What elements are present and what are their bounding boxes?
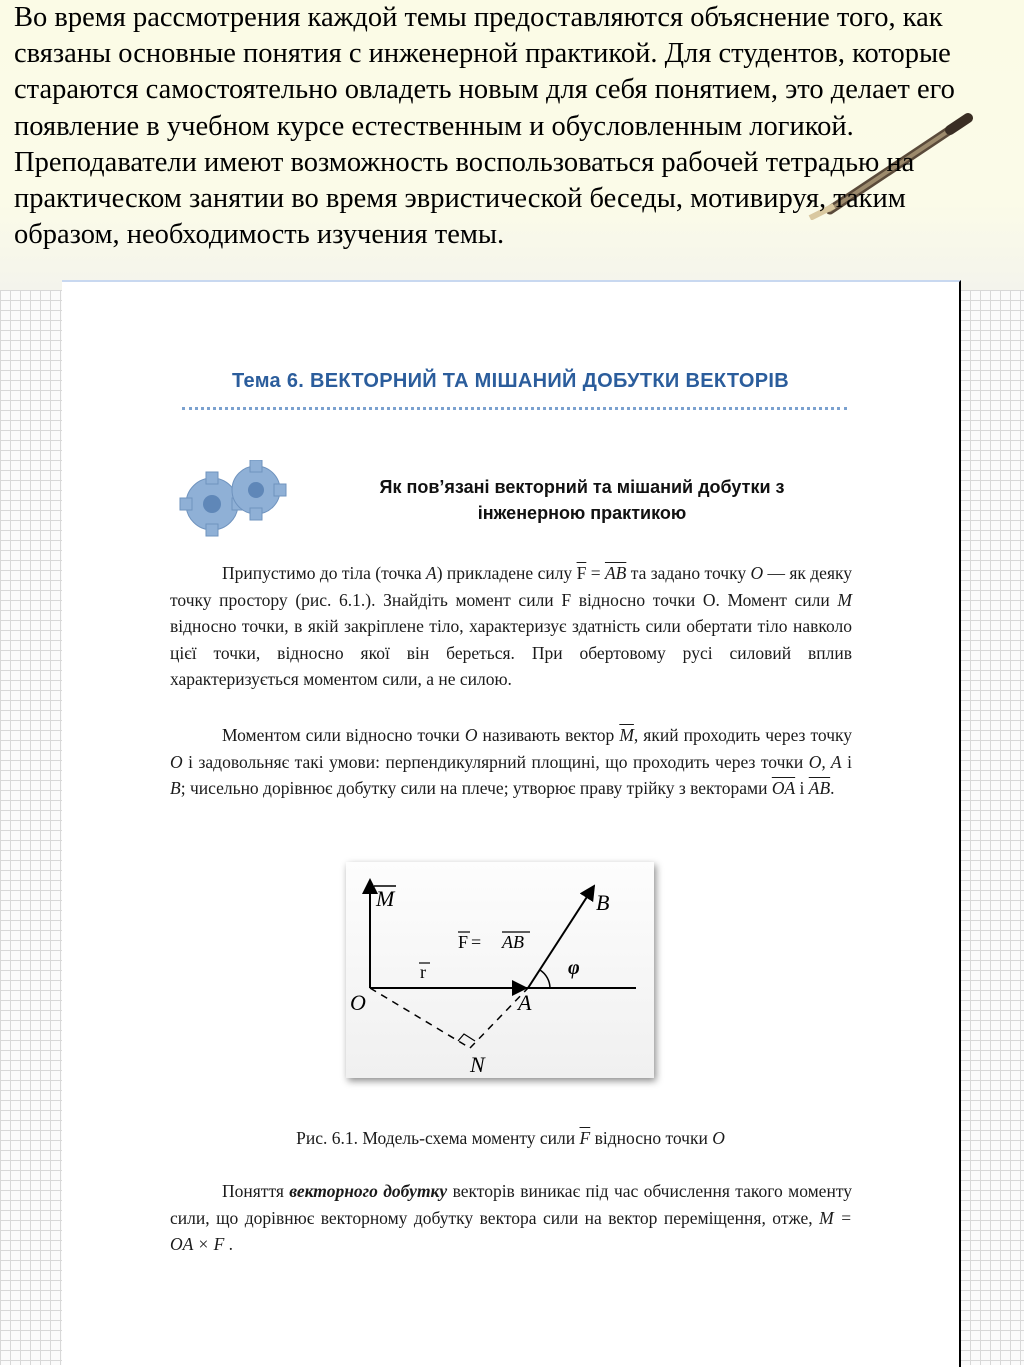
moment-diagram bbox=[346, 862, 654, 1078]
text-run: і bbox=[795, 778, 809, 798]
intro-paragraph: Во время рассмотрения каждой темы предоставляются объяснение того, как связаны основные понятия с инженерной практикой. Для студентов, которые стараются самостоятельно овладеть новым для себя понятием, это делает его появление в учебном курсе естественным и обусловленным логикой. Преподаватели имеют возможность воспользоваться рабочей тетрадью на практическом занятии во время эвристической беседы, мотивируя, таким образом, необходимость изучения темы. bbox=[14, 2, 955, 251]
paragraph-2 bbox=[170, 722, 852, 802]
text-run: Поняття bbox=[222, 1181, 290, 1201]
var-a: A bbox=[426, 563, 437, 583]
section-title: Тема 6. ВЕКТОРНИЙ ТА МІШАНИЙ ДОБУТКИ ВЕКТОРІВ bbox=[232, 370, 789, 392]
label-a: A bbox=[518, 990, 532, 1015]
moment-formula: M = OA × F bbox=[170, 1207, 852, 1254]
textbook-page bbox=[62, 280, 961, 1367]
label-b: B bbox=[596, 890, 610, 915]
text-run: Припустимо до тіла (точка bbox=[222, 563, 426, 583]
label-eq: = bbox=[471, 932, 482, 952]
subtitle-line-1: Як пов’язані векторний та мішаний добутки з bbox=[379, 477, 785, 497]
vector-f: $\overline{F}$ bbox=[576, 563, 587, 583]
var-points: O, A bbox=[808, 751, 842, 772]
paragraph-1 bbox=[170, 560, 852, 693]
var-o: O bbox=[464, 725, 478, 745]
label-n: N bbox=[470, 1052, 485, 1077]
text-run: Рис. 6.1. Модель-схема моменту сили bbox=[296, 1128, 580, 1148]
label-ab: AB bbox=[502, 932, 524, 952]
var-o: O bbox=[750, 563, 764, 583]
text-run: відносно точки О. Момент сили bbox=[571, 589, 838, 610]
subtitle-line-2: інженерною практикою bbox=[477, 503, 687, 523]
var-m: M bbox=[837, 589, 852, 610]
emphasis-term: векторного добутку bbox=[289, 1181, 448, 1201]
text-run: і задовольняє такі умови: перпендикулярний площині, що проходить через точки bbox=[182, 751, 809, 772]
figure-caption bbox=[62, 1128, 959, 1149]
label-m: M bbox=[376, 886, 395, 911]
label-phi: φ bbox=[568, 957, 580, 979]
vector-f: F bbox=[561, 589, 572, 610]
vector-f: $\overline{F}$ bbox=[579, 1128, 591, 1148]
vector-oa: $\overline{OA}$ bbox=[771, 778, 796, 798]
dashed-on bbox=[370, 988, 470, 1048]
vector-ab: $\overline{AB}$ bbox=[808, 778, 831, 798]
text-run: називають вектор bbox=[477, 725, 620, 745]
vector-m: $\overline{M}$ bbox=[619, 725, 634, 745]
var-o: O bbox=[712, 1128, 725, 1148]
var-b: B bbox=[170, 778, 181, 798]
phi-arc bbox=[540, 970, 550, 988]
f-vector bbox=[528, 886, 594, 988]
gears-icon bbox=[174, 460, 294, 540]
paragraph-3 bbox=[170, 1178, 852, 1258]
label-r: r bbox=[420, 962, 426, 982]
text-run: відносно точки, в якій закріплене тіло, характеризує здатність сили обертати тіло навколо цієї точки, відносно якої він береться. При обертовому русі силовий вплив характеризується моментом сили, а не силою. bbox=[170, 616, 852, 689]
text-run: Моментом сили відносно точки bbox=[222, 725, 465, 745]
text-run: і bbox=[841, 751, 852, 772]
text-run: ; чисельно дорівнює добутку сили на плече; утворює праву трійку з векторами bbox=[180, 778, 772, 798]
text-run: векторів виникає під час обчислення такого моменту сили, що дорівнює векторному добутку вектора сили на вектор переміщення, отже, bbox=[170, 1181, 852, 1228]
text-run: відносно точки bbox=[590, 1128, 713, 1148]
label-f: F bbox=[458, 932, 469, 952]
text-run: . bbox=[224, 1234, 234, 1254]
text-run: , який проходить через точку bbox=[633, 725, 853, 745]
right-angle-mark bbox=[458, 1034, 475, 1041]
figure-6-1 bbox=[346, 862, 654, 1078]
title-divider bbox=[182, 407, 847, 410]
vector-ab: $\overline{AB}$ bbox=[604, 563, 627, 583]
var-o: O bbox=[170, 751, 183, 772]
section-subtitle bbox=[322, 474, 842, 526]
text-run: = bbox=[586, 563, 605, 583]
label-o: O bbox=[350, 990, 366, 1015]
text-run: та задано точку bbox=[626, 563, 751, 583]
text-run: ) прикладене силу bbox=[436, 563, 577, 583]
text-run: — як деяку точку простору (рис. 6.1.). Знайдіть момент сили bbox=[170, 563, 853, 610]
text-run: . bbox=[830, 778, 835, 798]
